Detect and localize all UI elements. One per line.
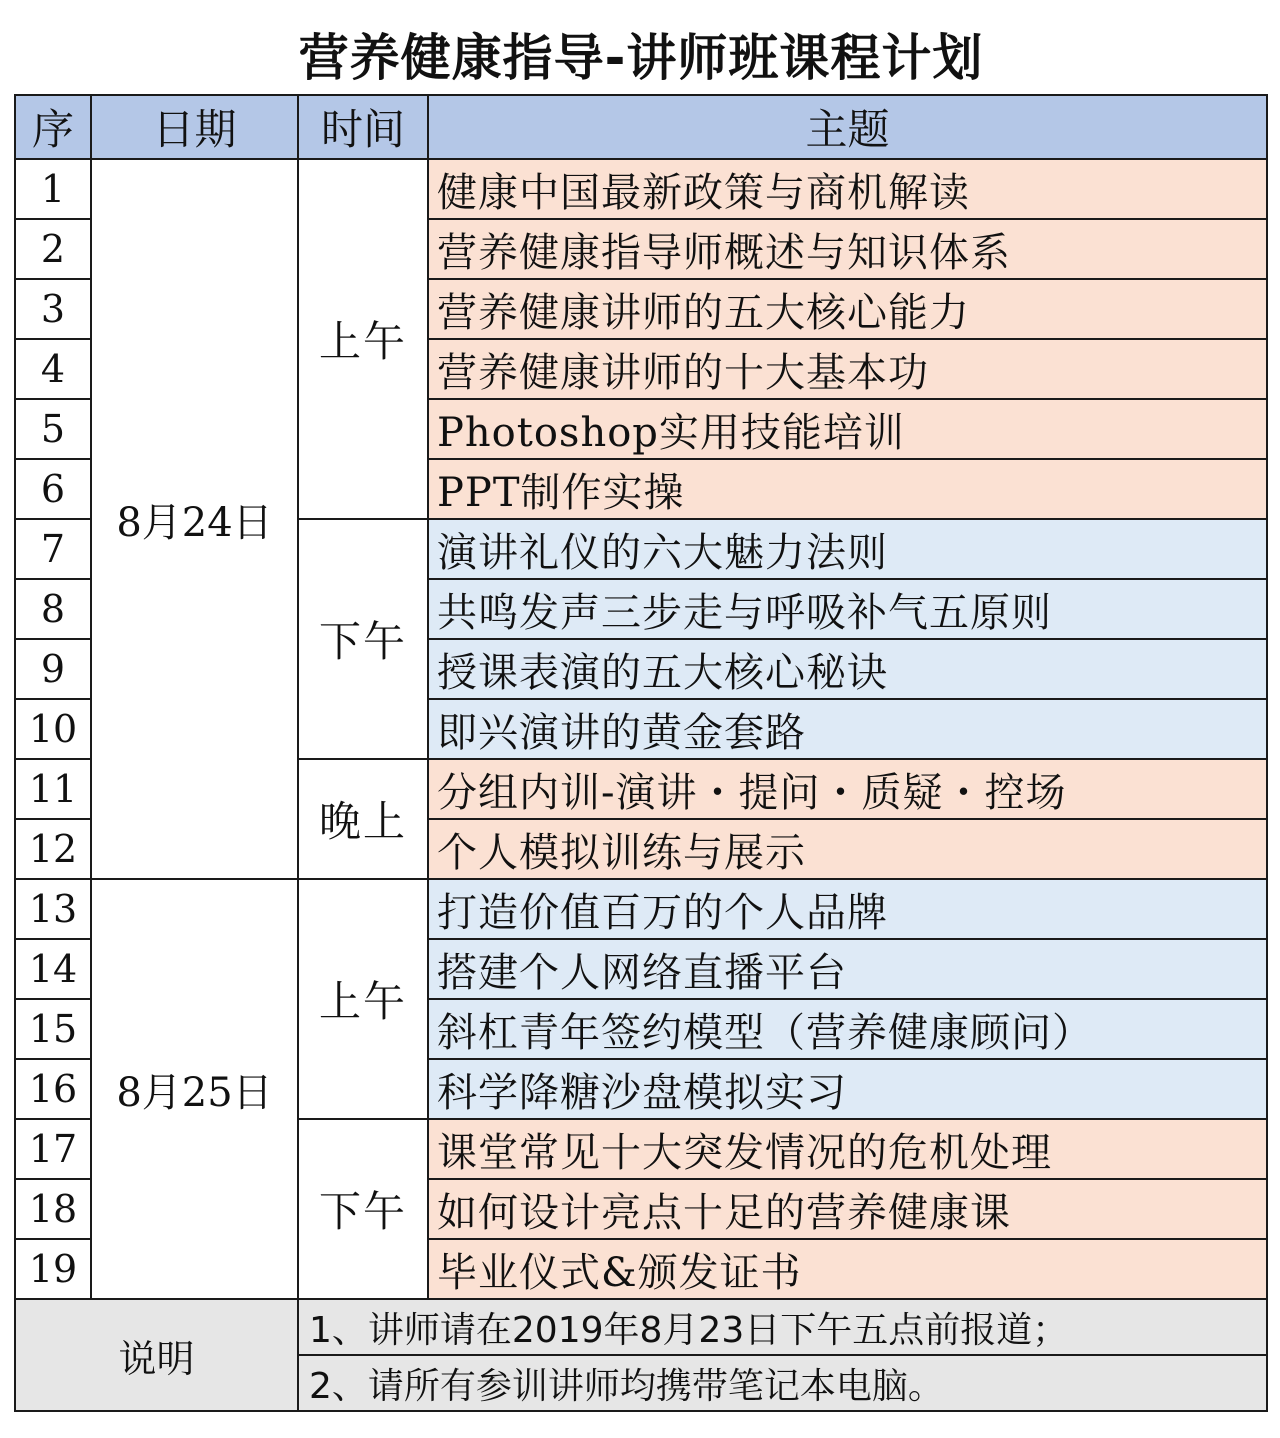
topic-cell: 营养健康指导师概述与知识体系 (428, 219, 1267, 279)
notes-label: 说明 (15, 1299, 298, 1411)
row-number: 9 (15, 639, 91, 699)
topic-cell: Photoshop实用技能培训 (428, 399, 1267, 459)
row-number: 14 (15, 939, 91, 999)
topic-cell: 演讲礼仪的六大魅力法则 (428, 519, 1267, 579)
row-number: 15 (15, 999, 91, 1059)
row-number: 1 (15, 159, 91, 219)
page-title: 营养健康指导-讲师班课程计划 (15, 14, 1267, 95)
topic-cell: 个人模拟训练与展示 (428, 819, 1267, 879)
topic-cell: 斜杠青年签约模型（营养健康顾问） (428, 999, 1267, 1059)
row-number: 16 (15, 1059, 91, 1119)
topic-cell: 打造价值百万的个人品牌 (428, 879, 1267, 939)
topic-cell: 即兴演讲的黄金套路 (428, 699, 1267, 759)
topic-cell: 毕业仪式&颁发证书 (428, 1239, 1267, 1299)
row-number: 13 (15, 879, 91, 939)
row-number: 8 (15, 579, 91, 639)
row-number: 7 (15, 519, 91, 579)
note-text: 1、讲师请在2019年8月23日下午五点前报道； (298, 1299, 1267, 1355)
header-seq: 序 (15, 95, 91, 159)
row-number: 6 (15, 459, 91, 519)
header-date: 日期 (91, 95, 298, 159)
course-schedule-table (14, 14, 1268, 1412)
period-cell: 上午 (298, 879, 428, 1119)
header-row (15, 95, 1267, 159)
topic-cell: 营养健康讲师的五大核心能力 (428, 279, 1267, 339)
table-row (15, 159, 1267, 219)
row-number: 12 (15, 819, 91, 879)
row-number: 18 (15, 1179, 91, 1239)
topic-cell: PPT制作实操 (428, 459, 1267, 519)
row-number: 17 (15, 1119, 91, 1179)
row-number: 5 (15, 399, 91, 459)
period-cell: 下午 (298, 519, 428, 759)
topic-cell: 课堂常见十大突发情况的危机处理 (428, 1119, 1267, 1179)
note-row (15, 1299, 1267, 1355)
header-time: 时间 (298, 95, 428, 159)
period-cell: 上午 (298, 159, 428, 519)
period-cell: 晚上 (298, 759, 428, 879)
date-cell: 8月24日 (91, 159, 298, 879)
row-number: 4 (15, 339, 91, 399)
note-text: 2、请所有参训讲师均携带笔记本电脑。 (298, 1355, 1267, 1411)
topic-cell: 共鸣发声三步走与呼吸补气五原则 (428, 579, 1267, 639)
row-number: 3 (15, 279, 91, 339)
topic-cell: 搭建个人网络直播平台 (428, 939, 1267, 999)
row-number: 19 (15, 1239, 91, 1299)
title-row (15, 14, 1267, 95)
topic-cell: 授课表演的五大核心秘诀 (428, 639, 1267, 699)
row-number: 11 (15, 759, 91, 819)
topic-cell: 健康中国最新政策与商机解读 (428, 159, 1267, 219)
table-body (15, 14, 1267, 1411)
topic-cell: 营养健康讲师的十大基本功 (428, 339, 1267, 399)
header-topic: 主题 (428, 95, 1267, 159)
row-number: 2 (15, 219, 91, 279)
period-cell: 下午 (298, 1119, 428, 1299)
date-cell: 8月25日 (91, 879, 298, 1299)
table-row (15, 879, 1267, 939)
row-number: 10 (15, 699, 91, 759)
topic-cell: 如何设计亮点十足的营养健康课 (428, 1179, 1267, 1239)
topic-cell: 分组内训-演讲・提问・质疑・控场 (428, 759, 1267, 819)
topic-cell: 科学降糖沙盘模拟实习 (428, 1059, 1267, 1119)
